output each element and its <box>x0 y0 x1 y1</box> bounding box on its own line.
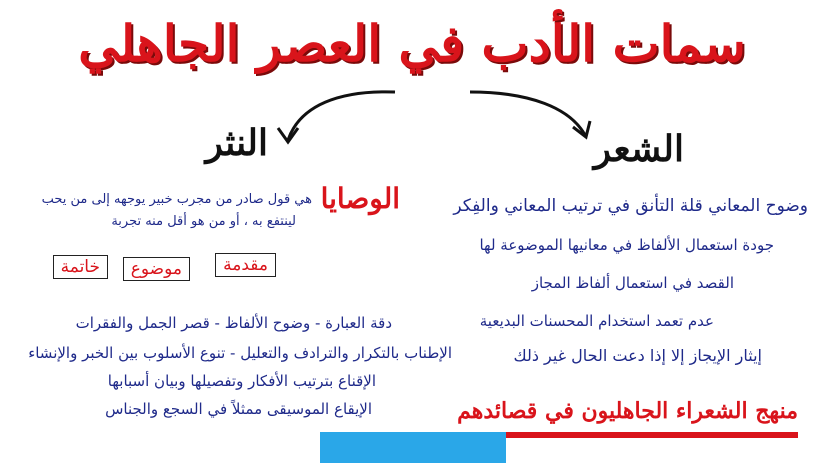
wasaya-definition-2: لينتفع به ، أو من هو أقل منه تجربة <box>111 214 296 229</box>
part-intro-box: مقدمة <box>215 253 276 277</box>
poetry-line-5: إيثار الإيجاز إلا إذا دعت الحال غير ذلك <box>513 346 762 365</box>
arrow-to-poetry <box>470 92 585 135</box>
part-topic-box: موضوع <box>123 257 190 281</box>
poetry-line-4: عدم تعمد استخدام المحسنات البديعية <box>479 312 714 330</box>
wasaya-definition-1: هي قول صادر من مجرب خبير يوجهه إلى من يحب <box>41 192 312 207</box>
prose-feature-2: الإطناب بالتكرار والترادف والتعليل - تنوع الأسلوب بين الخبر والإنشاء <box>28 344 452 362</box>
part-conclusion-box: خاتمة <box>53 255 108 279</box>
wasaya-label: الوصايا <box>320 182 400 215</box>
prose-feature-4: الإيقاع الموسيقى ممثلاً في السجع والجناس <box>105 400 372 418</box>
page-title: سمات الأدب في العصر الجاهلي <box>78 14 746 73</box>
poetry-line-2: جودة استعمال الألفاظ في معانيها الموضوعة لها <box>479 236 774 254</box>
poetry-heading: الشعر <box>593 128 684 170</box>
poetry-line-1: وضوح المعاني قلة التأنق في ترتيب المعاني والفِكر <box>453 196 808 216</box>
poetry-line-3: القصد في استعمال ألفاظ المجاز <box>531 274 734 292</box>
prose-feature-1: دقة العبارة - وضوح الألفاظ - قصر الجمل والفقرات <box>75 314 392 332</box>
arrow-to-prose <box>288 92 395 140</box>
poetry-method-heading: منهج الشعراء الجاهليون في قصائدهم <box>457 398 798 424</box>
prose-feature-3: الإقناع بترتيب الأفكار وتفصيلها وبيان أسبابها <box>107 372 376 390</box>
prose-heading: النثر <box>205 122 268 164</box>
accent-bar <box>320 432 506 463</box>
arrow-head-prose <box>278 128 298 142</box>
